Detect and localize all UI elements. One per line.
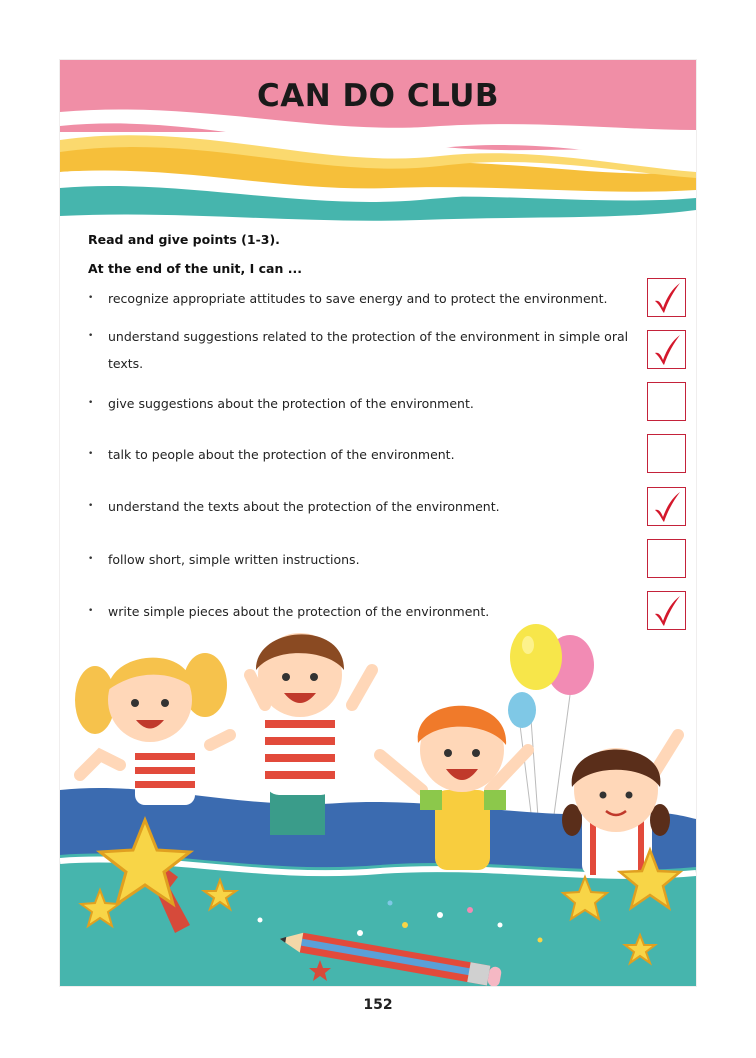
checkmark-icon — [652, 281, 682, 315]
item-text: write simple pieces about the protection of the environment. — [108, 604, 490, 619]
bullet-icon: • — [88, 501, 94, 511]
list-item — [88, 390, 648, 417]
checkmark-icon — [652, 490, 682, 524]
checkbox[interactable] — [647, 539, 686, 578]
bullet-icon: • — [88, 293, 94, 303]
bullet-icon: • — [88, 554, 94, 564]
item-text: understand the texts about the protection of the environment. — [108, 499, 500, 514]
list-item — [88, 493, 648, 520]
list-item — [88, 285, 648, 312]
workbook-page — [60, 60, 696, 986]
page-number: 152 — [363, 997, 393, 1013]
bullet-icon: • — [88, 606, 94, 616]
item-text: follow short, simple written instructions. — [108, 552, 360, 567]
page-title: CAN DO CLUB — [256, 78, 500, 114]
checkbox[interactable] — [647, 434, 686, 473]
bullet-icon: • — [88, 398, 94, 408]
list-item — [88, 441, 648, 468]
checkbox[interactable] — [647, 330, 686, 369]
lead-text: At the end of the unit, I can ... — [88, 261, 302, 276]
checkbox[interactable] — [647, 382, 686, 421]
bullet-icon: • — [88, 331, 94, 341]
checkbox[interactable] — [647, 278, 686, 317]
item-text: talk to people about the protection of the environment. — [108, 447, 455, 462]
list-item — [88, 546, 648, 573]
children-illustration — [60, 615, 696, 986]
item-text: give suggestions about the protection of the environment. — [108, 396, 474, 411]
girl-blonde-icon — [75, 653, 230, 805]
item-text: understand suggestions related to the protection of the environment in simple oral texts. — [108, 329, 629, 371]
bullet-icon: • — [88, 449, 94, 459]
checkmark-icon — [652, 333, 682, 367]
item-text: recognize appropriate attitudes to save energy and to protect the environment. — [108, 291, 608, 306]
checkbox[interactable] — [647, 487, 686, 526]
list-item — [88, 323, 648, 377]
instruction-text: Read and give points (1-3). — [88, 232, 280, 247]
